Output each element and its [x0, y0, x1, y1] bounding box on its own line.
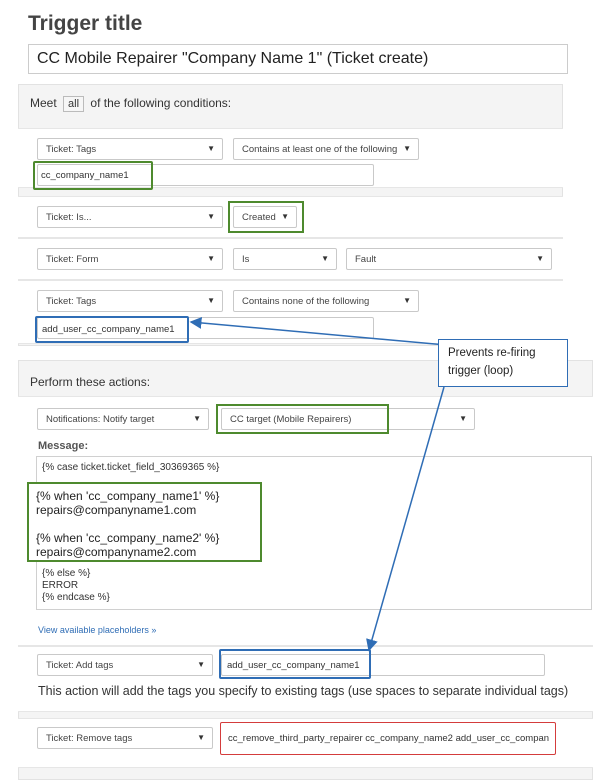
- message-email-1: repairs@companyname1.com: [36, 503, 197, 517]
- notify-target-select[interactable]: CC target (Mobile Repairers) ▼: [221, 408, 475, 430]
- condition-3-operator-select[interactable]: Is ▼: [233, 248, 337, 270]
- chevron-down-icon: ▼: [207, 144, 215, 153]
- add-tags-field-select[interactable]: Ticket: Add tags ▼: [37, 654, 213, 676]
- message-error: ERROR: [42, 580, 79, 591]
- message-email-2: repairs@companyname2.com: [36, 545, 197, 559]
- chevron-down-icon: ▼: [321, 254, 329, 263]
- chevron-down-icon: ▼: [207, 254, 215, 263]
- message-endcase: {% endcase %}: [42, 592, 110, 603]
- chevron-down-icon: ▼: [403, 296, 411, 305]
- condition-2-field-select[interactable]: Ticket: Is... ▼: [37, 206, 223, 228]
- condition-1-value-highlight: cc_company_name1: [33, 161, 153, 190]
- chevron-down-icon: ▼: [193, 414, 201, 423]
- notify-field-select[interactable]: Notifications: Notify target ▼: [37, 408, 209, 430]
- chevron-down-icon: ▼: [207, 212, 215, 221]
- chevron-down-icon: ▼: [536, 254, 544, 263]
- chevron-down-icon: ▼: [459, 414, 467, 423]
- arrow-to-add-tags: [369, 387, 444, 650]
- callout-note: [438, 339, 568, 387]
- condition-4-value-highlight: add_user_cc_company_name1: [35, 316, 189, 343]
- message-line-case: {% case ticket.ticket_field_30369365 %}: [42, 462, 220, 473]
- actions-header: Perform these actions:: [30, 375, 151, 389]
- message-else: {% else %}: [42, 568, 91, 579]
- chevron-down-icon: ▼: [207, 296, 215, 305]
- add-tags-help-text: This action will add the tags you specify to existing tags (use spaces to separate individual tags): [38, 684, 569, 698]
- meet-prefix: Meet: [30, 96, 57, 110]
- view-placeholders-link[interactable]: View available placeholders »: [38, 625, 157, 635]
- callout-line-1: Prevents re-firing: [448, 347, 536, 359]
- remove-tags-input[interactable]: cc_remove_third_party_repairer cc_company_name2 add_user_cc_compan: [220, 722, 556, 755]
- trigger-title-label: Trigger title: [28, 12, 143, 35]
- callout-line-2: trigger (loop): [448, 365, 514, 377]
- remove-tags-field-select[interactable]: Ticket: Remove tags ▼: [37, 727, 213, 749]
- condition-1-operator-select[interactable]: Contains at least one of the following ▼: [233, 138, 419, 160]
- condition-3-field-select[interactable]: Ticket: Form ▼: [37, 248, 223, 270]
- chevron-down-icon: ▼: [197, 660, 205, 669]
- condition-4-field-select[interactable]: Ticket: Tags ▼: [37, 290, 223, 312]
- condition-3-value-select[interactable]: Fault ▼: [346, 248, 552, 270]
- trigger-title-input[interactable]: CC Mobile Repairer "Company Name 1" (Ticket create): [28, 44, 568, 74]
- chevron-down-icon: ▼: [403, 144, 411, 153]
- message-label: Message:: [38, 440, 89, 452]
- meet-mode-select[interactable]: all: [63, 96, 84, 112]
- message-when-2: {% when 'cc_company_name2' %}: [36, 531, 220, 545]
- chevron-down-icon: ▼: [197, 733, 205, 742]
- chevron-down-icon: ▼: [281, 212, 289, 221]
- condition-2-value-select[interactable]: Created ▼: [233, 206, 297, 228]
- condition-4-operator-select[interactable]: Contains none of the following ▼: [233, 290, 419, 312]
- meet-suffix: of the following conditions:: [90, 96, 232, 110]
- condition-1-field-select[interactable]: Ticket: Tags ▼: [37, 138, 223, 160]
- message-when-1: {% when 'cc_company_name1' %}: [36, 489, 220, 503]
- add-tags-value-highlight: add_user_cc_company_name1: [219, 649, 371, 679]
- arrow-to-condition: [191, 322, 446, 345]
